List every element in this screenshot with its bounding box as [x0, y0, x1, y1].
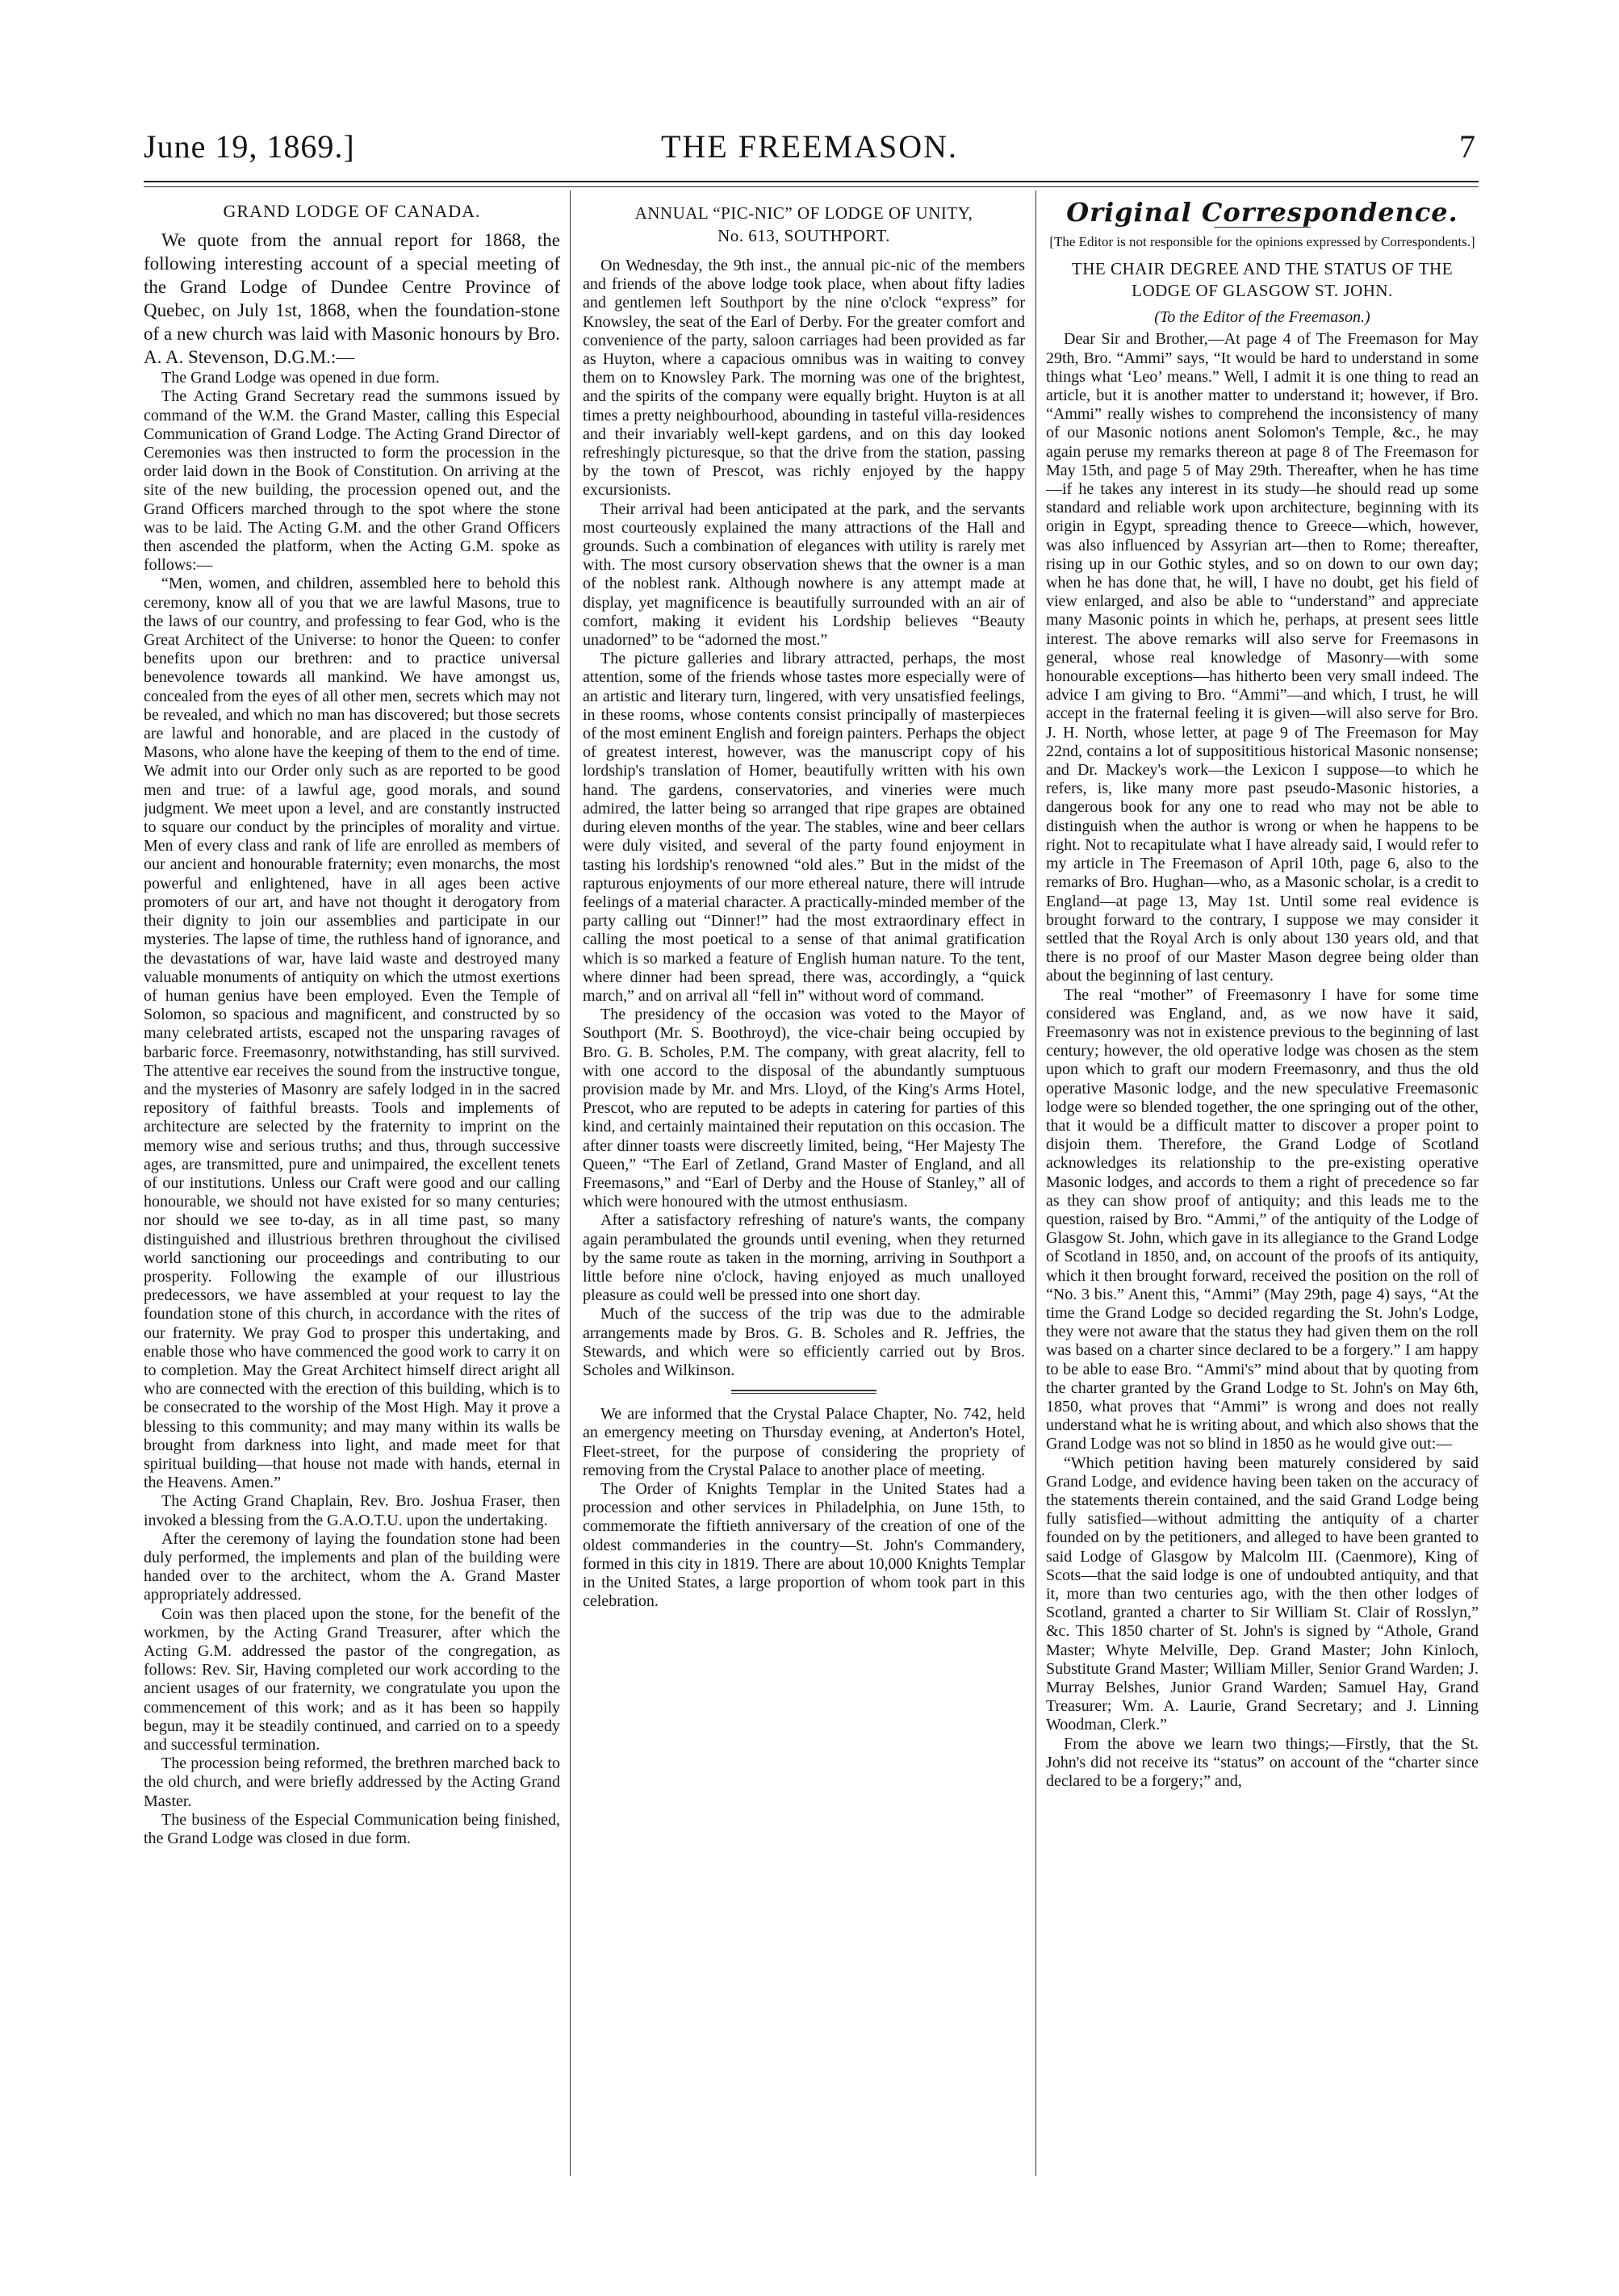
article-title: THE CHAIR DEGREE AND THE STATUS OF THE LODGE OF GLASGOW ST. JOHN.: [1071, 259, 1454, 301]
salutation-heading: (To the Editor of the Freemason.): [1154, 308, 1370, 327]
paragraph: On Wednesday, the 9th inst., the annual pic-nic of the members and friends of the above lodge took place, when about fifty ladies and gentlemen left Southport by the nine o'clock “express” for Knowsley, the seat of the Earl of Derby. For the greater comfort and convenience of the party, saloon carriages had been provided as far as Huyton, where a capacious omnibus was in waiting to convey them on to Knowsley Park. The morning was one of the brightest, and the spirits of the company were equally bright. Huyton is at all times a pretty neighbourhood, abounding in tasteful villa-residences and their invariably well-kept gardens, and on this day looked refreshingly picturesque, so that the drive from the station, passing by the town of Prescot, was richly enjoyed by the happy excursionists.: [583, 257, 1025, 500]
paragraph: The Order of Knights Templar in the United States had a procession and other services in Philadelphia, on June 15th, to commemorate the fiftieth anniversary of the creation of one of the oldest commanderies in the country—St. John's Commandery, formed in this city in 1819. There are about 10,000 Knights Templar in the United States, a large proportion of whom took part in this celebration.: [583, 1480, 1025, 1611]
article-title-line: No. 613, SOUTHPORT.: [717, 226, 890, 245]
paragraph: Coin was then placed upon the stone, for the benefit of the workmen, by the Acting Grand Treasurer, after which the Acting G.M. addressed the pastor of the congregation, as follows: Rev. Sir, Having completed our work according to the ancient usages of our fraternity, we congratulate you upon the commencement of this work; and as it has been so happily begun, may it be steadily continued, and carried on to a speedy and successful termination.: [144, 1604, 560, 1754]
paragraph: “Which petition having been maturely considered by said Grand Lodge, and evidence having been taken on the accuracy of the statements therein contained, and the said Grand Lodge being fully satisfied—without admitting the antiquity of a charter founded on by the petitioners, and alleged to have been granted to said Lodge of Glasgow by Malcolm III. (Caenmore), King of Scots—that the said lodge is one of undoubted antiquity, and that it, more than two centuries ago, with the then other lodges of Scotland, granted a charter to Sir William St. Clair of Rosslyn,” &c. This 1850 charter of St. John's is signed by “Athole, Grand Master; Whyte Melville, Dep. Grand Master; John Kinloch, Substitute Grand Master; William Miller, Senior Grand Warden; J. Murray Belshes, Junior Grand Warden; Samuel Hay, Grand Treasurer; Wm. A. Laurie, Grand Secretary; and J. Linning Woodman, Clerk.”: [1046, 1453, 1479, 1734]
column-divider: [570, 190, 571, 2176]
paragraph: The procession being reformed, the brethren marched back to the old church, and were briefly addressed by the Acting Grand Master.: [144, 1754, 560, 1810]
paragraph: Much of the success of the trip was due to the admirable arrangements made by Bros. G. B. Scholes and R. Jeffries, the Stewards, and which were so efficiently carried out by Bros. Scholes and Wilkinson.: [583, 1305, 1025, 1379]
section-title: Original Correspondence.: [1066, 202, 1458, 228]
paragraph: From the above we learn two things;—Firstly, that the St. John's did not receive its “status” on account of the “charter since declared to be a forgery;” and,: [1046, 1734, 1479, 1791]
paragraph: The picture galleries and library attracted, perhaps, the most attention, some of the friends whose tastes more especially were of an artistic and literary turn, lingered, with very unsatisfied feelings, in these rooms, whose contents consist principally of masterpieces of the most eminent English and foreign painters. Perhaps the object of greatest interest, however, was the manuscript copy of his lordship's translation of Homer, beautifully written with his own hand. The gardens, conservatories, and vineries were much admired, the latter being so arranged that ripe grapes are obtained during eleven months of the year. The stables, wine and beer cellars were duly visited, and several of the party found enjoyment in tasting his lordship's renowned “old ales.” But in the midst of the rapturous enjoyments of our more ethereal nature, there will intrude feelings of a material character. A practically-minded member of the party calling out “Dinner!” had the most extraordinary effect in calling the most poetical to a sense of that animal gratification which is so marked a feature of English human nature. To the tent, where dinner had been spread, there was, accordingly, a “quick march,” and on arrival all “fell in” without word of command.: [583, 650, 1025, 1005]
paragraph: After a satisfactory refreshing of nature's wants, the company again perambulated the grounds until evening, when they returned by the same route as taken in the morning, arriving in Southport a little before nine o'clock, having enjoyed as much unalloyed pleasure as could well be pressed into one short day.: [583, 1211, 1025, 1305]
paragraph: The presidency of the occasion was voted to the Mayor of Southport (Mr. S. Boothroyd), the vice-chair being occupied by Bro. G. B. Scholes, P.M. The company, with great alacrity, fell to with one accord to the disposal of the abundantly sumptuous provision made by Mr. and Mrs. Lloyd, of the King's Arms Hotel, Prescot, who are reputed to be adepts in catering for parties of this kind, and certainly maintained their reputation on this occasion. The after dinner toasts were discreetly limited, being, “Her Majesty The Queen,” “The Earl of Zetland, Grand Master of England, and all Freemasons,” and “Earl of Derby and the House of Stanley,” all of which were honoured with the utmost enthusiasm.: [583, 1006, 1025, 1211]
paragraph: The business of the Especial Communication being finished, the Grand Lodge was closed in due form.: [144, 1810, 560, 1848]
paragraph: Their arrival had been anticipated at the park, and the servants most courteously explained the many attractions of the Hall and grounds. Such a combination of elegances with utility is rarely met with. The most cursory observation shews that the owner is a man of the noblest rank. Although nowhere is any attempt made at display, yet magnificence is beautifully surrounded with an air of comfort, making it evident his Lordship believes “Beauty unadorned” to be “adorned the most.”: [583, 500, 1025, 650]
column-pic-nic: [583, 202, 1025, 2171]
paragraph: The Acting Grand Secretary read the summons issued by command of the W.M. the Grand Master, calling this Especial Communication of Grand Lodge. The Acting Grand Director of Ceremonies was then instructed to form the procession in the order laid down in the Book of Constitution. On arriving at the site of the new building, the procession opened out, and the Grand Officers marched through to the spot where the stone was to be laid. The Acting G.M. and the other Grand Officers then ascended the platform, when the Acting G.M. spoke as follows:—: [144, 387, 560, 575]
paragraph: Dear Sir and Brother,—At page 4 of The Freemason for May 29th, Bro. “Ammi” says, “It would be hard to understand in some things what ‘Leo’ means.” Well, I admit it is one thing to read an article, but it is another matter to understand it; however, if Bro. “Ammi” really wishes to comprehend the inconsistency of many of our Masonic notions anent Solomon's Temple, &c., he may again peruse my remarks thereon at page 8 of The Freemason for May 15th, and page 5 of May 29th. Thereafter, when he has time—if he takes any interest in its study—he should read up some standard and reliable work upon architecture, beginning with its origin in Egypt, spreading thence to Greece—which, however, was also influenced by Assyrian art—then to Rome; thereafter, rising up in our Gothic styles, and so on down to our own day; when he has done that, he will, I have no doubt, get his field of view enlarged, and also be able to “understand” and appreciate many Masonic points in which he, perhaps, at present sees little interest. The above remarks will also serve for Freemasons in general, whose real knowledge of Masonry—with some honourable exceptions—has hitherto been very small indeed. The advice I am giving to Bro. “Ammi”—and which, I trust, he will accept in the fraternal feeling it is given—will also serve for Bro. J. H. North, whose letter, at page 9 of The Freemason for May 22nd, contains a lot of supposititious historical Masonic nonsense; and Dr. Mackey's work—the Lexicon I suppose—to which he refers, is, like many more past pseudo-Masonic histories, a dangerous book for any one to read who may not be able to distinguish when the author is wrong or when he happens to be right. Not to recapitulate what I have already said, I would refer to my article in The Freemason of April 10th, page 6, also to the remarks of Bro. Hughan—who, as a Masonic scholar, is a credit to England—at page 13, May 1st. Until some real evidence is brought forward to the contrary, I suppose we may consider it settled that the Royal Arch is only about 130 years old, and that there is no proof of our Master Mason degree being older than about the beginning of last century.: [1046, 330, 1479, 985]
paragraph: The Grand Lodge was opened in due form.: [161, 369, 440, 387]
issue-date: June 19, 1869.]: [144, 128, 355, 165]
paragraph: We are informed that the Crystal Palace Chapter, No. 742, held an emergency meeting on Thursday evening, at Anderton's Hotel, Fleet-street, for the purpose of considering the propriety of removing from the Crystal Palace to another place of meeting.: [583, 1405, 1025, 1479]
column-divider: [1035, 190, 1036, 2176]
header-rule-thin: [144, 186, 1479, 187]
paragraph: The real “mother” of Freemasonry I have for some time considered was England, and, as we now have it said, Freemasonry was not in existence previous to the beginning of last century; however, the old operative lodge was chosen as the stem upon which to graft our modern Freemasonry, and thus the old operative Masonic lodge, and the new speculative Freemasonic lodge were so blended together, the one springing out of the other, that it would be a difficult matter to discover a proper point to disjoin them. Therefore, the Grand Lodge of Scotland acknowledges its relationship to the pre-existing operative Masonic lodges, and accords to them a right of precedence so far as they can show proof of antiquity; and this leads me to the question, raised by Bro. “Ammi,” of the antiquity of the Lodge of Glasgow St. John, which gave in its allegiance to the Grand Lodge of Scotland in 1850, and, on account of the proofs of its antiquity, which it then brought forward, received the position on the roll of “No. 3 bis.” Anent this, “Ammi” (May 29th, page 4) says, “At the time the Grand Lodge so decided regarding the St. John's Lodge, they were not aware that the status they had given them on the roll was based on a charter since declared to be a forgery.” I am happy to be able to ease Bro. “Ammi's” mind about that by quoting from the charter granted by the Grand Lodge to St. John's on May 6th, 1850, what proves that “Ammi” is wrong and does not really understand what he is writing about, and which also shows that the Grand Lodge was not so blind in 1850 as he would give out:—: [1046, 985, 1479, 1453]
paragraph: After the ceremony of laying the foundation stone had been duly performed, the implements and plan of the building were handed over to the architect, whom the A. Grand Master appropriately addressed.: [144, 1529, 560, 1604]
section-separator: [731, 1390, 876, 1394]
article-title-line: ANNUAL “PIC-NIC” OF LODGE OF UNITY,: [634, 203, 973, 223]
column-correspondence: [1046, 202, 1479, 2171]
article-lead: We quote from the annual report for 1868, the following interesting account of a special meeting of the Grand Lodge of Dundee Centre Province of Quebec, on July 1st, 1868, when the foundation-stone of a new church was laid with Masonic honours by Bro. A. A. Stevenson, D.G.M.:—: [144, 230, 560, 368]
column-grand-lodge-canada: [144, 202, 560, 2171]
editor-disclaimer: [The Editor is not responsible for the opinions expressed by Correspondents.]: [1049, 234, 1475, 250]
article-title: [583, 202, 1025, 247]
page-header: [144, 128, 1475, 176]
header-rule: [144, 181, 1479, 182]
paragraph: The Acting Grand Chaplain, Rev. Bro. Joshua Fraser, then invoked a blessing from the G.A.O.T.U. upon the undertaking.: [144, 1492, 560, 1529]
page-number: 7: [1459, 128, 1475, 165]
masthead-title: THE FREEMASON.: [660, 128, 959, 165]
paragraph: “Men, women, and children, assembled here to behold this ceremony, know all of you that we are lawful Masons, true to the laws of our country, and professing to fear God, who is the Great Architect of the Universe: to honor the Queen: to confer benefits upon our brethren: and to practice universal benevolence towards all mankind. We have amongst us, concealed from the eyes of all other men, secrets which may not be revealed, and which no man has discovered; but those secrets are lawful and honorable, and are placed in the custody of Masons, who alone have the keeping of them to the end of time. We admit into our Order only such as are reported to be good men and true: of a lawful age, good morals, and sound judgment. We meet upon a level, and are constantly instructed to square our conduct by the principles of morality and virtue. Men of every class and rank of life are enrolled as members of our ancient and honourable fraternity; even monarchs, the most powerful and enlightened, have in all ages been active promoters of our art, and have not thought it derogatory from their dignity to join our assemblies and participate in our mysteries. The lapse of time, the ruthless hand of ignorance, and the devastations of war, have laid waste and destroyed many valuable monuments of antiquity on which the utmost exertions of human genius have been employed. Even the Temple of Solomon, so spacious and magnificent, and constructed by so many celebrated artists, escaped not the unsparing ravages of barbaric force. Freemasonry, notwithstanding, has still survived. The attentive ear receives the sound from the instructive tongue, and the mysteries of Masonry are safely lodged in in the sacred repository of faithful breasts. Tools and implements of architecture are selected by the fraternity to imprint on the memory wise and serious truths; and thus, through successive ages, are transmitted, pure and unimpaired, the excellent tenets of our institutions. Unless our Craft were good and our calling honourable, we should not have existed for so many centuries; nor should we see to-day, as in all time past, so many distinguished and illustrious brethren throughout the civilised world sanctioning our proceedings and contributing to our prosperity. Following the example of our illustrious predecessors, we have assembled at your request to lay the foundation stone of this church, in accordance with the rites of our fraternity. We pray God to prosper this undertaking, and enable those who have commenced the good work to carry it on to completion. May the Great Architect himself direct aright all who are connected with the erection of this building, which is to be consecrated to the worship of the Most High. May it prove a blessing to this community; and may many within its walls be brought from darkness into light, and made meet for that spiritual building—that house not made with hands, eternal in the Heavens. Amen.”: [144, 575, 560, 1492]
article-title: GRAND LODGE OF CANADA.: [223, 202, 481, 221]
